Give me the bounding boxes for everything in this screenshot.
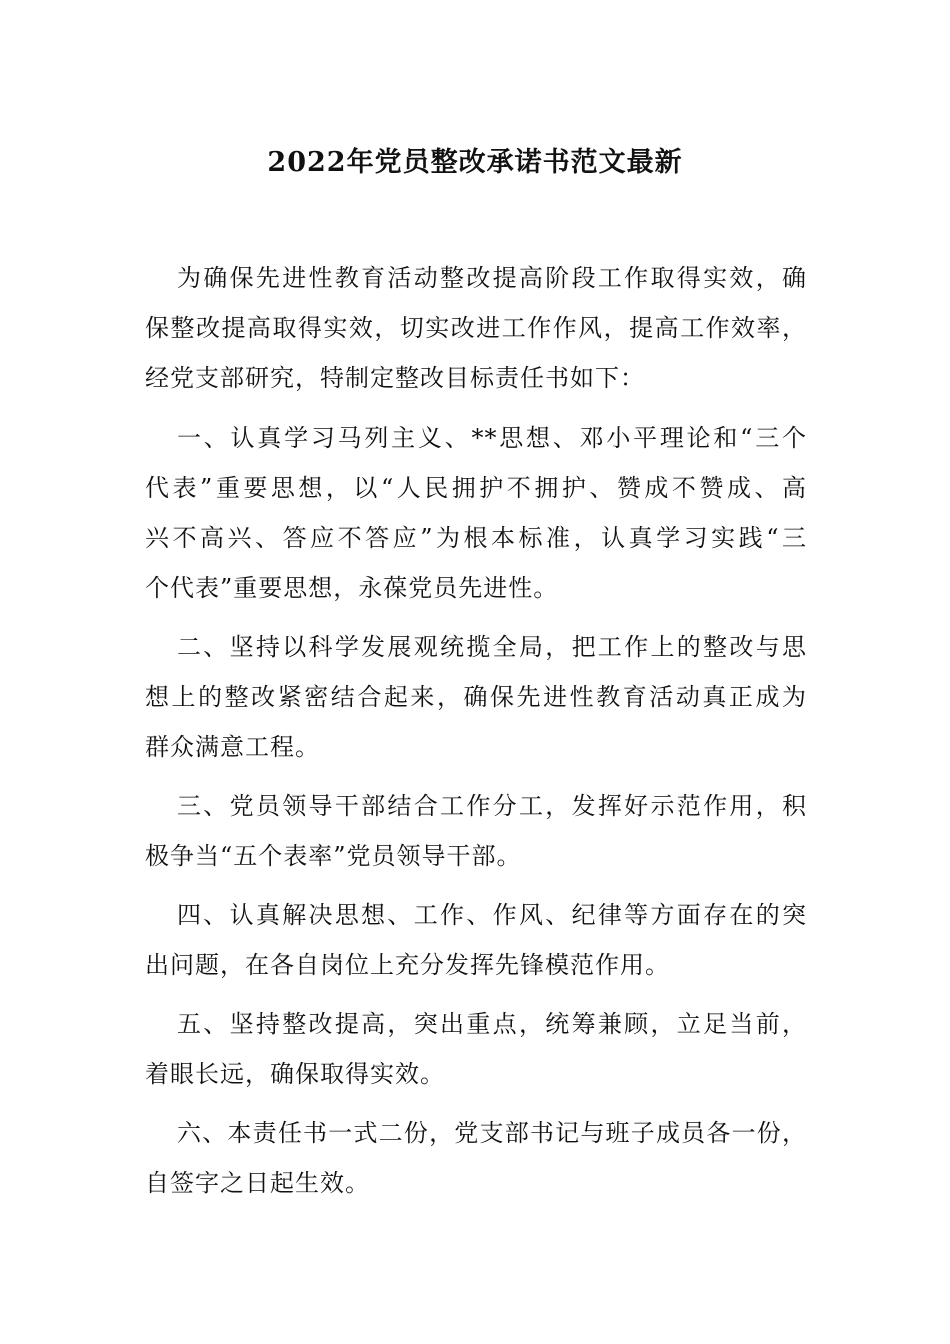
text-line: 为确保先进性教育活动整改提高阶段工作取得实效，确: [177, 264, 807, 292]
text-line: 二、坚持以科学发展观统揽全局，把工作上的整改与思: [177, 633, 807, 661]
text-line: 出问题，在各自岗位上充分发挥先锋模范作用。: [145, 951, 670, 979]
paragraph-item-2: [145, 622, 807, 772]
paragraph-item-5: [145, 999, 807, 1099]
text-line: 三、党员领导干部结合工作分工，发挥好示范作用，积: [177, 792, 807, 820]
paragraph-item-3: [145, 781, 807, 881]
paragraph-item-6: [145, 1108, 807, 1208]
paragraph-intro: [145, 253, 807, 403]
text-line: 六、本责任书一式二份，党支部书记与班子成员各一份，: [177, 1119, 807, 1147]
text-line: 群众满意工程。: [145, 733, 320, 761]
text-line: 想上的整改紧密结合起来，确保先进性教育活动真正成为: [145, 683, 807, 711]
text-line: 保整改提高取得实效，切实改进工作作风，提高工作效率，: [145, 314, 807, 342]
text-line: 个代表”重要思想，永葆党员先进性。: [145, 574, 559, 602]
text-line: 极争当“五个表率”党员领导干部。: [145, 842, 522, 870]
text-line: 经党支部研究，特制定整改目标责任书如下：: [145, 364, 645, 392]
text-line: 代表”重要思想，以“人民拥护不拥护、赞成不赞成、高: [145, 474, 807, 502]
text-line: 着眼长远，确保取得实效。: [145, 1060, 445, 1088]
paragraph-item-1: [145, 413, 807, 613]
document-title: 2022年党员整改承诺书范文最新: [267, 147, 683, 178]
text-line: 兴不高兴、答应不答应”为根本标准，认真学习实践“三: [145, 524, 807, 552]
text-line: 五、坚持整改提高，突出重点，统筹兼顾，立足当前，: [177, 1010, 807, 1038]
text-line: 四、认真解决思想、工作、作风、纪律等方面存在的突: [177, 901, 807, 929]
text-line: 自签字之日起生效。: [145, 1169, 370, 1197]
paragraph-item-4: [145, 890, 807, 990]
text-line: 一、认真学习马列主义、**思想、邓小平理论和“三个: [177, 424, 807, 452]
